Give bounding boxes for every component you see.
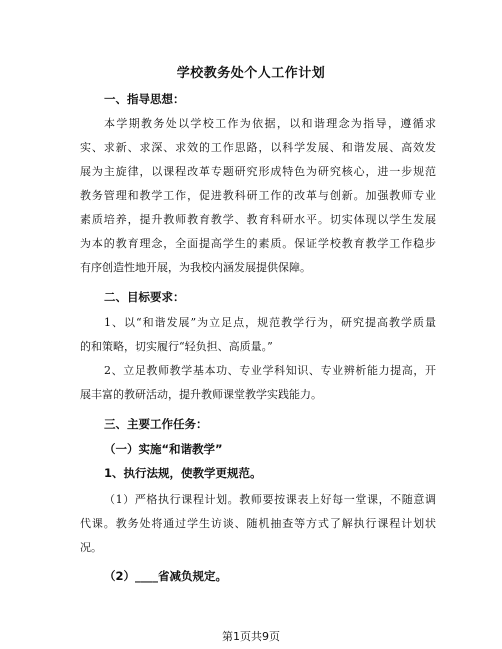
subsection-heading: 1、执行法规，使教学更规范。 xyxy=(104,466,262,480)
paragraph-line: 2、立足教师教学基本功、专业学科知识、专业辨析能力提高，开 xyxy=(104,364,436,377)
paragraph-line: 展丰富的教研活动，提升教师课堂教学实践能力。 xyxy=(80,388,322,401)
section-heading-goals: 二、目标要求： xyxy=(104,290,185,304)
paragraph-line: 教务管理和教学工作，促进教科研工作的改革与创新。加强教师专业 xyxy=(80,189,436,202)
paragraph-line: 实、求新、求深、求效的工作思路，以科学发展、和谐发展、高效发 xyxy=(80,141,436,154)
paragraph-line: （1）严格执行课程计划。教师要按课表上好每一堂课，不随意调 xyxy=(104,493,436,506)
paragraph-line: 本学期教务处以学校工作为依据，以和谐理念为指导，遵循求 xyxy=(104,117,436,130)
paragraph-line: 素质培养，提升教师教育教学、教育科研水平。切实体现以学生发展 xyxy=(80,213,436,226)
section-heading-guiding-ideology: 一、指导思想： xyxy=(104,92,185,106)
page-number: 第1页共9页 xyxy=(222,630,280,643)
document-title: 学校教务处个人工作计划 xyxy=(176,66,326,81)
paragraph-line: 代课。教务处将通过学生访谈、随机抽查等方式了解执行课程计划状 xyxy=(80,517,436,530)
subsection-heading: （一）实施“和谐教学” xyxy=(104,442,223,456)
paragraph-line: 况。 xyxy=(80,541,102,554)
section-heading-main-tasks: 三、主要工作任务： xyxy=(104,417,208,431)
paragraph-line: 1、以“和谐发展”为立足点，规范教学行为，研究提高教学质量 xyxy=(104,316,436,329)
paragraph-line: 展为主旋律，以课程改革专题研究形成特色为研究核心，进一步规范 xyxy=(80,165,436,178)
paragraph-line: 有序创造性地开展，为我校内涵发展提供保障。 xyxy=(80,261,311,274)
paragraph-line: 为本的教育理念，全面提高学生的素质。保证学校教育教学工作稳步 xyxy=(80,237,436,250)
subsection-heading: （2）____省减负规定。 xyxy=(104,569,228,583)
paragraph-line: 的和策略，切实履行“轻负担、高质量。” xyxy=(80,340,273,353)
